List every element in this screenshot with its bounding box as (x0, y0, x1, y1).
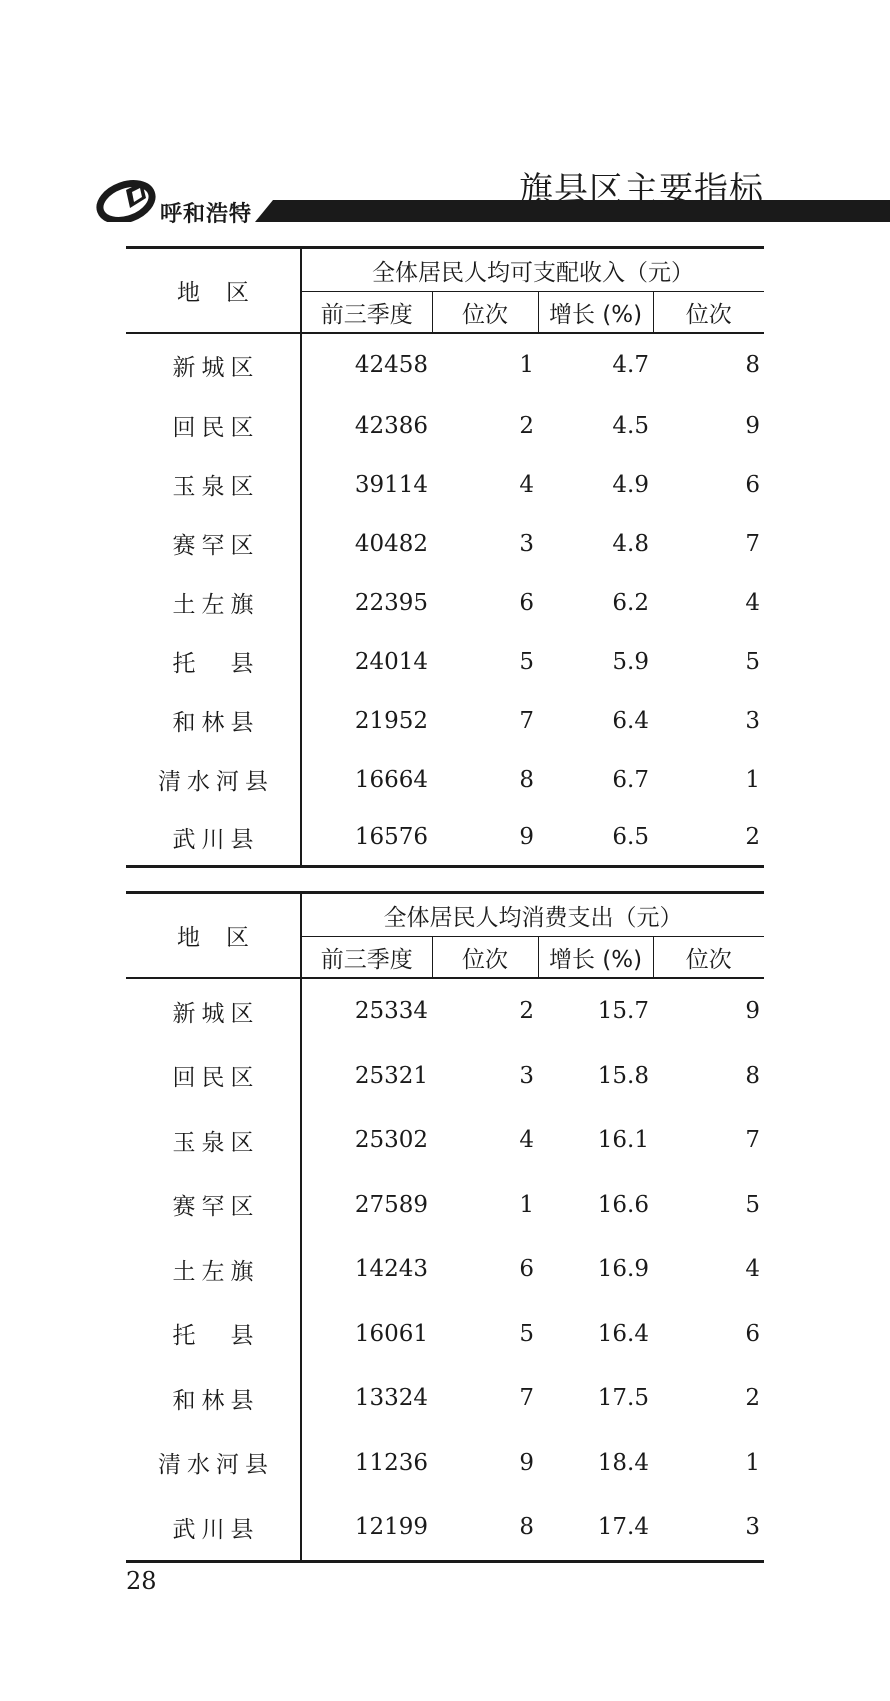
region-cell: 新城区 (126, 333, 301, 396)
column-header: 前三季度 (301, 937, 432, 979)
column-header: 前三季度 (301, 292, 432, 334)
growth-rank-cell: 8 (745, 1062, 760, 1089)
growth-cell: 16.6 (597, 1191, 649, 1218)
value-cell: 16061 (354, 1320, 428, 1347)
column-header: 位次 (432, 937, 538, 979)
growth-cell: 4.9 (612, 471, 649, 498)
growth-cell: 16.9 (597, 1256, 649, 1283)
value-cell: 16664 (354, 766, 428, 793)
column-header: 增长 (%) (538, 292, 653, 334)
growth-cell: 6.5 (612, 824, 649, 850)
value-cell: 12199 (354, 1514, 428, 1541)
growth-cell: 4.7 (612, 352, 649, 378)
page-number: 28 (126, 1567, 157, 1595)
column-header: 位次 (432, 292, 538, 334)
rank-cell: 5 (519, 648, 534, 675)
rank-cell: 7 (519, 1385, 534, 1412)
growth-rank-cell: 6 (745, 471, 760, 498)
table-row (126, 978, 764, 1044)
rank-cell: 6 (519, 589, 534, 616)
growth-rank-cell: 5 (745, 648, 760, 675)
table-row (126, 333, 764, 396)
rank-cell: 9 (519, 824, 534, 850)
table-row (126, 1173, 764, 1238)
region-cell: 清水河县 (126, 750, 301, 809)
growth-cell: 4.8 (612, 530, 649, 557)
value-cell: 27589 (354, 1191, 428, 1218)
region-cell: 回民区 (126, 1044, 301, 1109)
rank-cell: 2 (519, 998, 534, 1025)
value-cell: 14243 (354, 1256, 428, 1283)
table-row (126, 573, 764, 632)
region-cell: 新城区 (126, 978, 301, 1044)
value-cell: 13324 (354, 1385, 428, 1412)
growth-rank-cell: 6 (745, 1320, 760, 1347)
group-header: 全体居民人均消费支出（元） (301, 893, 764, 937)
column-header: 位次 (685, 946, 732, 973)
value-cell: 24014 (354, 648, 428, 675)
rank-cell: 8 (519, 766, 534, 793)
value-cell: 25334 (354, 998, 428, 1025)
region-cell: 武川县 (126, 809, 301, 867)
growth-cell: 16.1 (597, 1127, 649, 1154)
consumption-table (126, 891, 764, 1563)
rank-cell: 6 (519, 1256, 534, 1283)
value-cell: 40482 (354, 530, 428, 557)
region-cell: 托 县 (126, 632, 301, 691)
growth-cell: 6.4 (612, 707, 649, 734)
growth-cell: 17.4 (597, 1514, 649, 1541)
city-logo-icon (96, 178, 164, 222)
growth-rank-cell: 1 (745, 766, 760, 793)
region-cell: 武川县 (126, 1495, 301, 1561)
region-header: 地区 (126, 248, 301, 334)
growth-cell: 4.5 (612, 412, 649, 439)
value-cell: 16576 (354, 824, 428, 850)
value-cell: 25321 (354, 1062, 428, 1089)
value-cell: 21952 (354, 707, 428, 734)
table-row (126, 750, 764, 809)
growth-cell: 5.9 (612, 648, 649, 675)
rank-cell: 4 (519, 471, 534, 498)
region-cell: 赛罕区 (126, 514, 301, 573)
growth-rank-cell: 4 (745, 1256, 760, 1283)
growth-rank-cell: 3 (745, 1514, 760, 1541)
group-header: 全体居民人均可支配收入（元） (301, 248, 764, 292)
rank-cell: 1 (519, 352, 534, 378)
growth-rank-cell: 1 (745, 1449, 760, 1476)
growth-cell: 6.7 (612, 766, 649, 793)
growth-rank-cell: 8 (745, 352, 760, 378)
region-cell: 清水河县 (126, 1431, 301, 1496)
region-cell: 土左旗 (126, 1237, 301, 1302)
growth-rank-cell: 5 (745, 1191, 760, 1218)
value-cell: 11236 (354, 1449, 428, 1476)
growth-cell: 17.5 (597, 1385, 649, 1412)
growth-rank-cell: 7 (745, 530, 760, 557)
rank-cell: 8 (519, 1514, 534, 1541)
rank-cell: 3 (519, 530, 534, 557)
growth-rank-cell: 7 (745, 1127, 760, 1154)
rank-cell: 3 (519, 1062, 534, 1089)
table-row (126, 1302, 764, 1367)
column-header: 位次 (685, 301, 732, 328)
growth-cell: 15.7 (597, 998, 649, 1025)
table-row (126, 514, 764, 573)
section-title: 旗县区主要指标 (519, 170, 764, 210)
rank-cell: 4 (519, 1127, 534, 1154)
column-header: 增长 (%) (538, 937, 653, 979)
region-cell: 赛罕区 (126, 1173, 301, 1238)
rank-cell: 9 (519, 1449, 534, 1476)
value-cell: 39114 (354, 471, 428, 498)
region-cell: 和林县 (126, 1366, 301, 1431)
rank-cell: 7 (519, 707, 534, 734)
rank-cell: 1 (519, 1191, 534, 1218)
region-cell: 回民区 (126, 396, 301, 455)
page-header (0, 150, 890, 230)
value-cell: 22395 (354, 589, 428, 616)
rank-cell: 5 (519, 1320, 534, 1347)
growth-rank-cell: 9 (745, 998, 760, 1025)
table-row (126, 455, 764, 514)
growth-rank-cell: 4 (745, 589, 760, 616)
value-cell: 42458 (354, 352, 428, 378)
growth-rank-cell: 2 (745, 824, 760, 850)
region-header: 地区 (126, 893, 301, 979)
value-cell: 25302 (354, 1127, 428, 1154)
table-row (126, 691, 764, 750)
growth-cell: 16.4 (597, 1320, 649, 1347)
region-cell: 土左旗 (126, 573, 301, 632)
value-cell: 42386 (354, 412, 428, 439)
growth-rank-cell: 9 (745, 412, 760, 439)
growth-rank-cell: 3 (745, 707, 760, 734)
region-cell: 托 县 (126, 1302, 301, 1367)
table-row (126, 1495, 764, 1561)
growth-cell: 18.4 (597, 1449, 649, 1476)
region-cell: 玉泉区 (126, 455, 301, 514)
region-cell: 和林县 (126, 691, 301, 750)
income-table (126, 246, 764, 868)
growth-cell: 6.2 (612, 589, 649, 616)
table-row (126, 396, 764, 455)
table-row (126, 1431, 764, 1496)
table-row (126, 1366, 764, 1431)
rank-cell: 2 (519, 412, 534, 439)
table-row (126, 1044, 764, 1109)
region-cell: 玉泉区 (126, 1108, 301, 1173)
city-name: 呼和浩特 (160, 202, 253, 227)
table-row (126, 809, 764, 867)
table-row (126, 1108, 764, 1173)
growth-cell: 15.8 (597, 1062, 649, 1089)
table-row (126, 632, 764, 691)
table-row (126, 1237, 764, 1302)
growth-rank-cell: 2 (745, 1385, 760, 1412)
